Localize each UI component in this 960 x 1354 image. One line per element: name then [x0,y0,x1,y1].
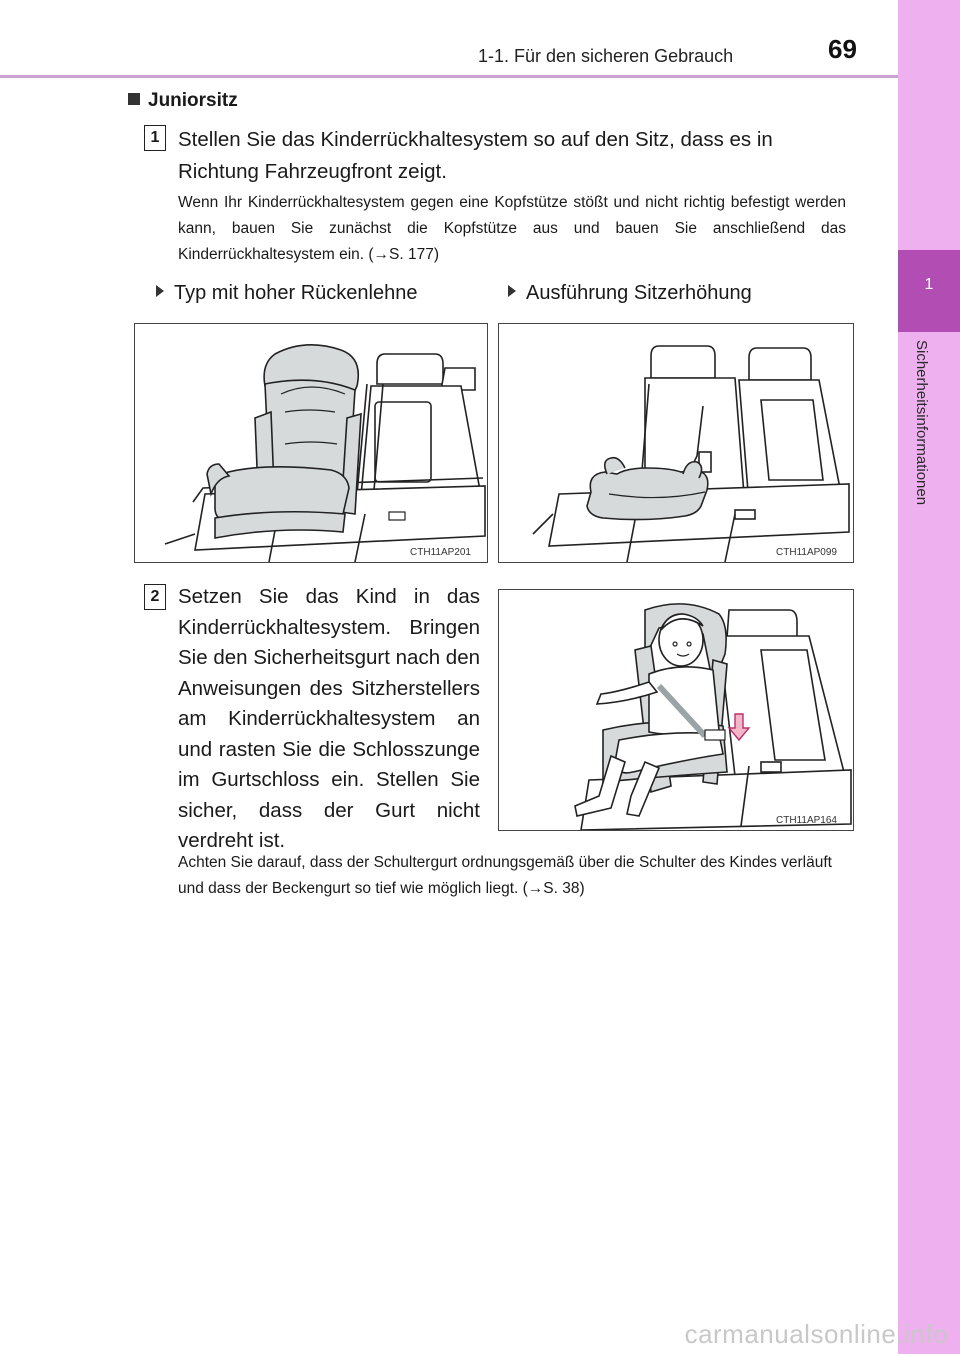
high-back-seat-illustration [135,324,487,562]
caption-booster-text: Ausführung Sitzerhöhung [526,282,752,304]
chapter-label: Sicherheitsinformationen [913,340,930,506]
figure-code: CTH11AP099 [776,547,837,558]
page-number: 69 [828,34,857,64]
chapter-number: 1 [924,276,934,293]
booster-seat-illustration [499,324,853,562]
caption-high-back-text: Typ mit hoher Rückenlehne [174,282,418,304]
step-1-badge: 1 [144,125,166,151]
step-2-note: Achten Sie darauf, dass der Schultergurt ordnungsgemäß über die Schulter des Kindes verläuft und dass der Beckengurt so tief wie möglich liegt. (→S. 38) [178,854,832,897]
child-seated-illustration [499,590,853,830]
header-rule [0,75,898,78]
watermark: carmanualsonline.info [684,1319,948,1349]
caption-high-back [156,282,417,305]
section-title [128,90,238,112]
triangle-bullet-icon [508,285,516,297]
figure-code: CTH11AP201 [410,547,471,558]
step-2-text: Setzen Sie das Kind in das Kinderrückhaltesystem. Bringen Sie den Sicherheitsgurt nach den Anweisungen des Sitzherstellers am Kinderrückhaltesystem an und rasten Sie die Schlosszunge im Gurtschloss ein. Stellen Sie sicher, dass der Gurt nicht verdreht ist. [178,585,481,852]
square-bullet-icon [128,93,140,105]
section-title-text: Juniorsitz [148,90,238,111]
figure-booster-seat [498,323,854,563]
figure-code: CTH11AP164 [776,815,837,826]
figure-child-seated [498,589,854,831]
step-2-badge: 2 [144,584,166,610]
caption-booster [508,282,752,305]
step-1-note: Wenn Ihr Kinderrückhaltesystem gegen eine Kopfstütze stößt und nicht richtig befestigt werden kann, bauen Sie zunächst die Kopfstütze aus und bauen Sie anschließend das Kinderrückhaltesystem ein. (→S. 177) [178,194,846,263]
header-section-title: 1-1. Für den sicheren Gebrauch [478,46,734,66]
step-1-text: Stellen Sie das Kinderrückhaltesystem so auf den Sitz, dass es in Richtung Fahrzeugfront zeigt. [178,128,773,183]
chapter-side-tab [898,0,960,1354]
triangle-bullet-icon [156,285,164,297]
figure-high-back-seat [134,323,488,563]
